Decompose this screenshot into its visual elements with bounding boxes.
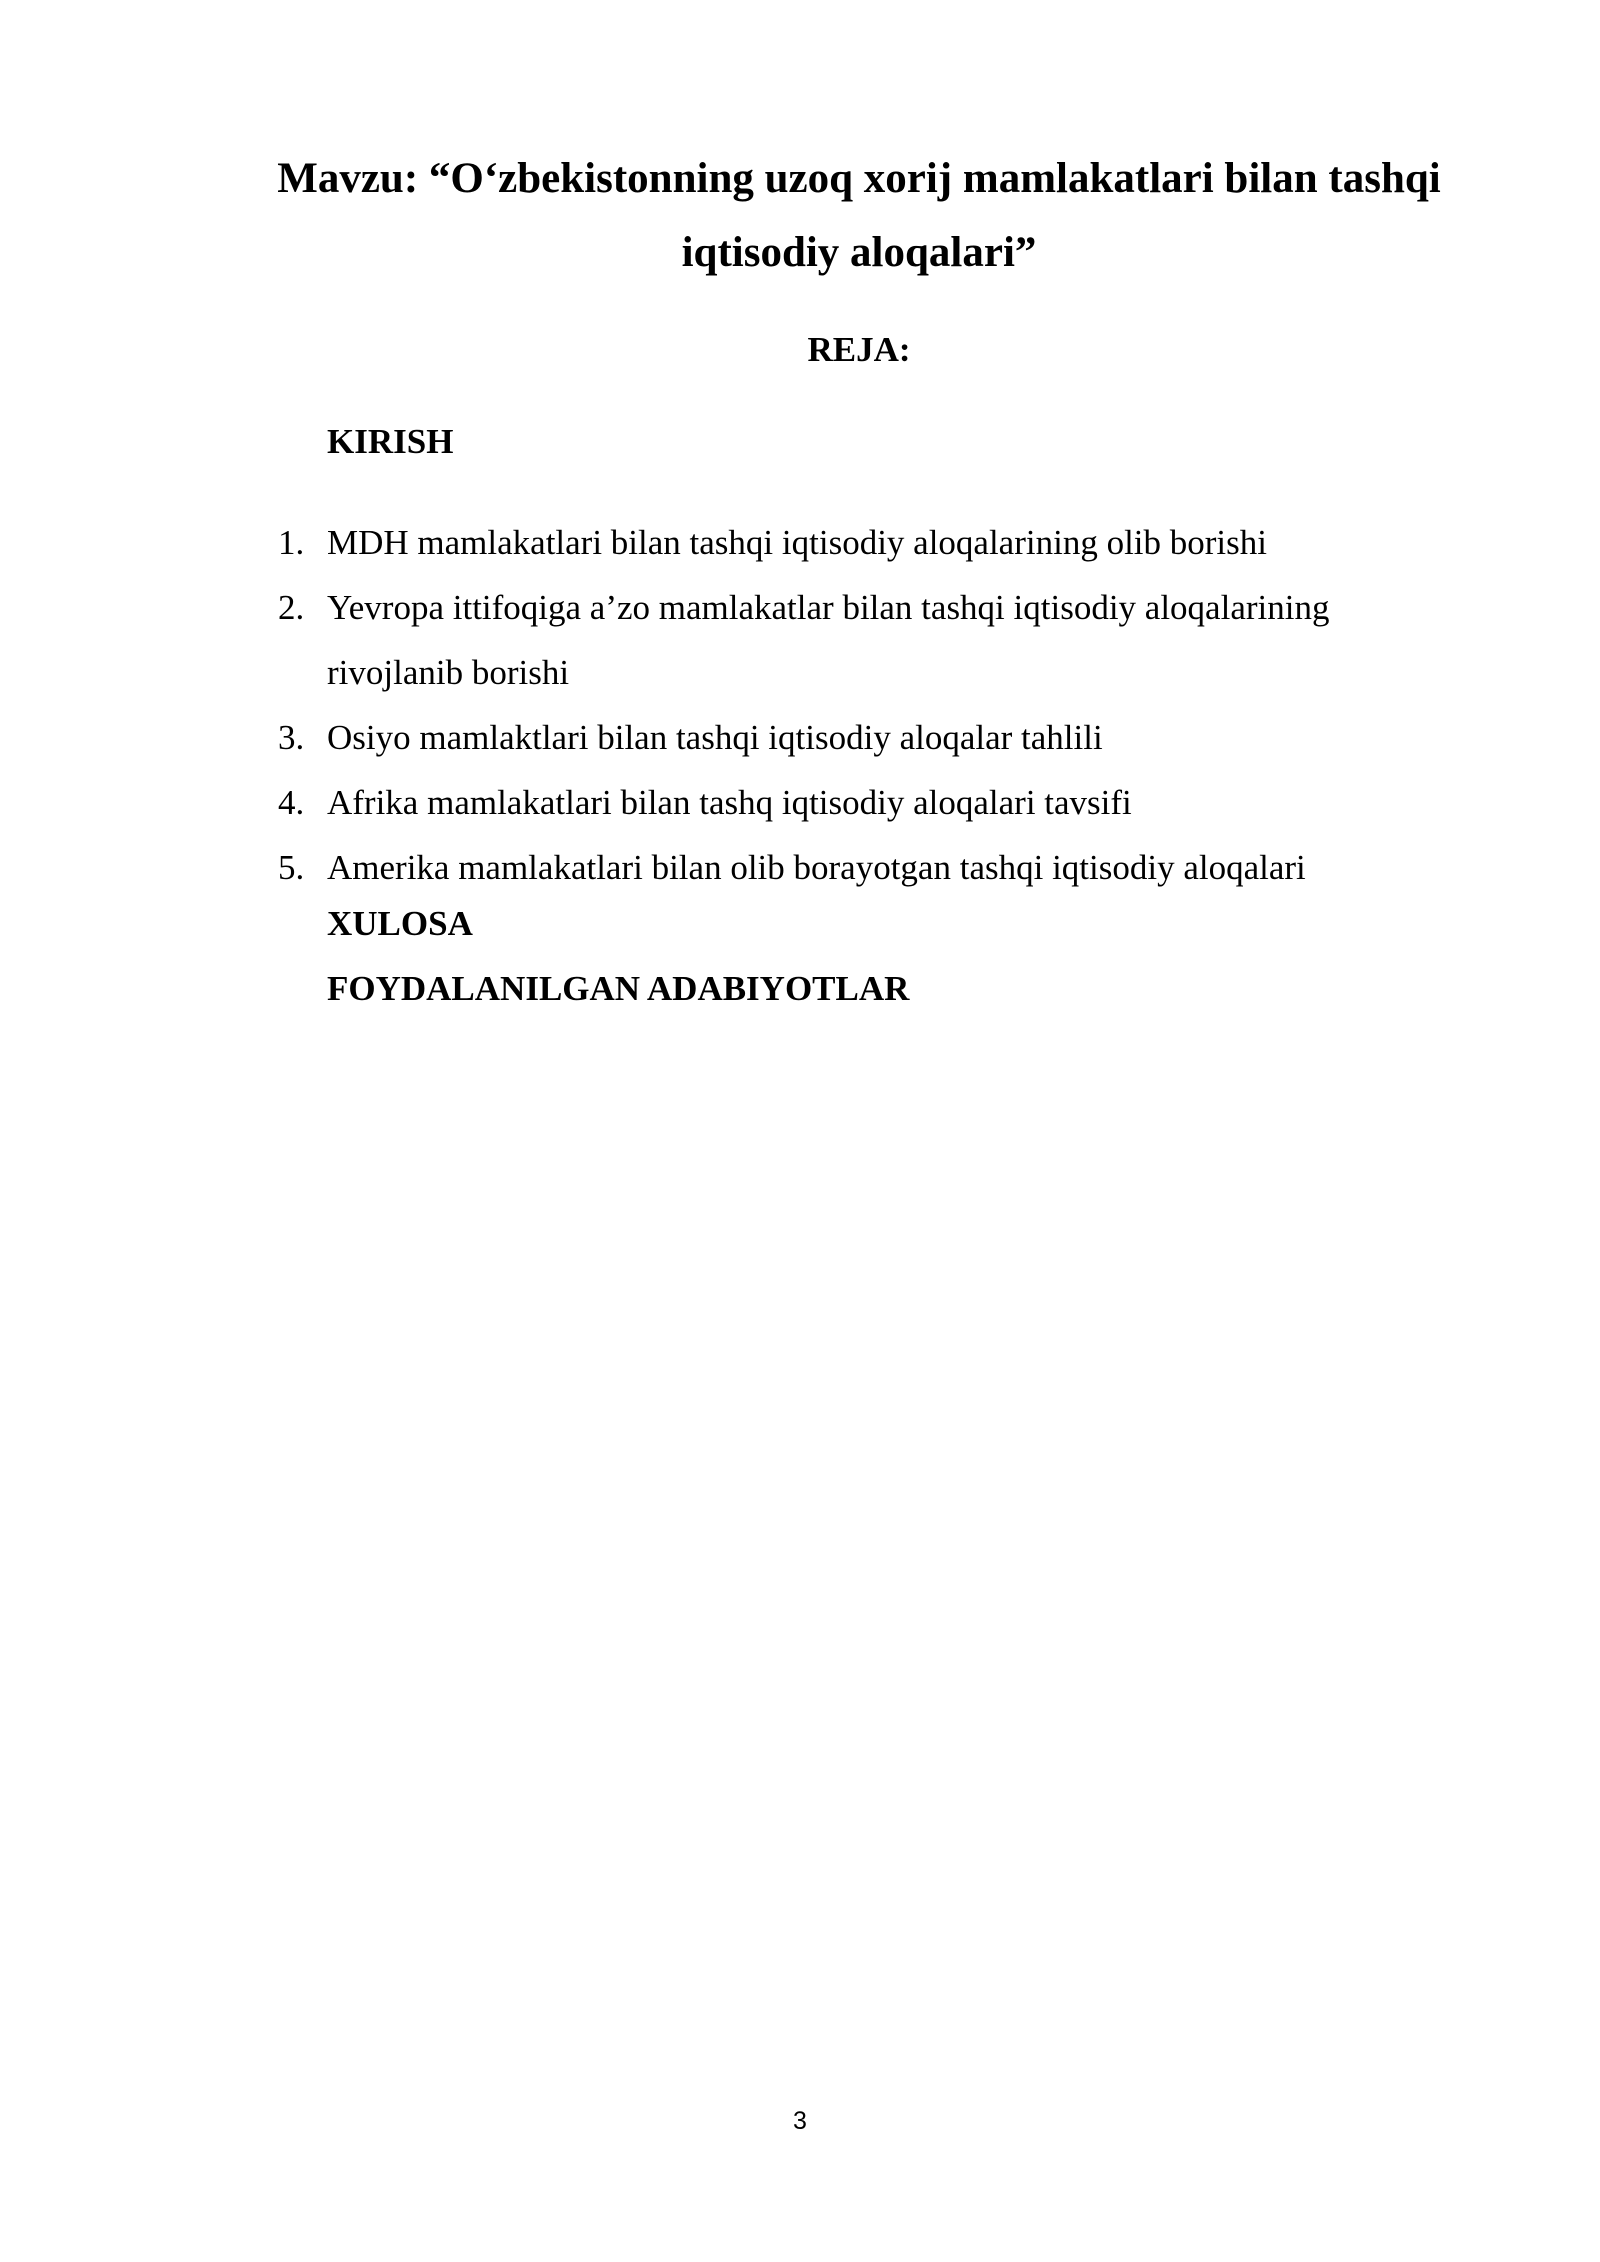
- plan-item-text: Amerika mamlakatlari bilan olib borayotgan tashqi iqtisodiy aloqalari: [327, 848, 1306, 887]
- plan-item-number: 3.: [278, 718, 305, 757]
- plan-heading: REJA:: [807, 330, 911, 369]
- plan-item-text: Yevropa ittifoqiga a’zo mamlakatlar bilan tashqi iqtisodiy aloqalarining rivojlanib borishi: [327, 588, 1330, 692]
- plan-item-text: Osiyo mamlaktlari bilan tashqi iqtisodiy aloqalar tahlili: [327, 718, 1103, 757]
- plan-item: [0, 770, 1447, 835]
- references-label: FOYDALANILGAN ADABIYOTLAR: [327, 969, 910, 1008]
- conclusion-label: XULOSA: [327, 904, 473, 943]
- plan-item: [0, 510, 1447, 575]
- plan-item-number: 4.: [278, 783, 305, 822]
- plan-item: [0, 705, 1447, 770]
- plan-item: [0, 575, 1447, 705]
- plan-item-number: 1.: [278, 523, 305, 562]
- plan-item-number: 2.: [278, 588, 305, 627]
- plan-item: [0, 835, 1447, 900]
- intro-label: KIRISH: [327, 422, 454, 461]
- plan-list: [0, 510, 1600, 900]
- plan-item-text: MDH mamlakatlari bilan tashqi iqtisodiy aloqalarining olib borishi: [327, 523, 1267, 562]
- page-number: 3: [793, 2107, 807, 2135]
- plan-item-text: Afrika mamlakatlari bilan tashq iqtisodiy aloqalari tavsifi: [327, 783, 1132, 822]
- document-title: Mavzu: “O‘zbekistonning uzoq xorij mamlakatlari bilan tashqi iqtisodiy aloqalari”: [277, 155, 1441, 276]
- plan-item-number: 5.: [278, 848, 305, 887]
